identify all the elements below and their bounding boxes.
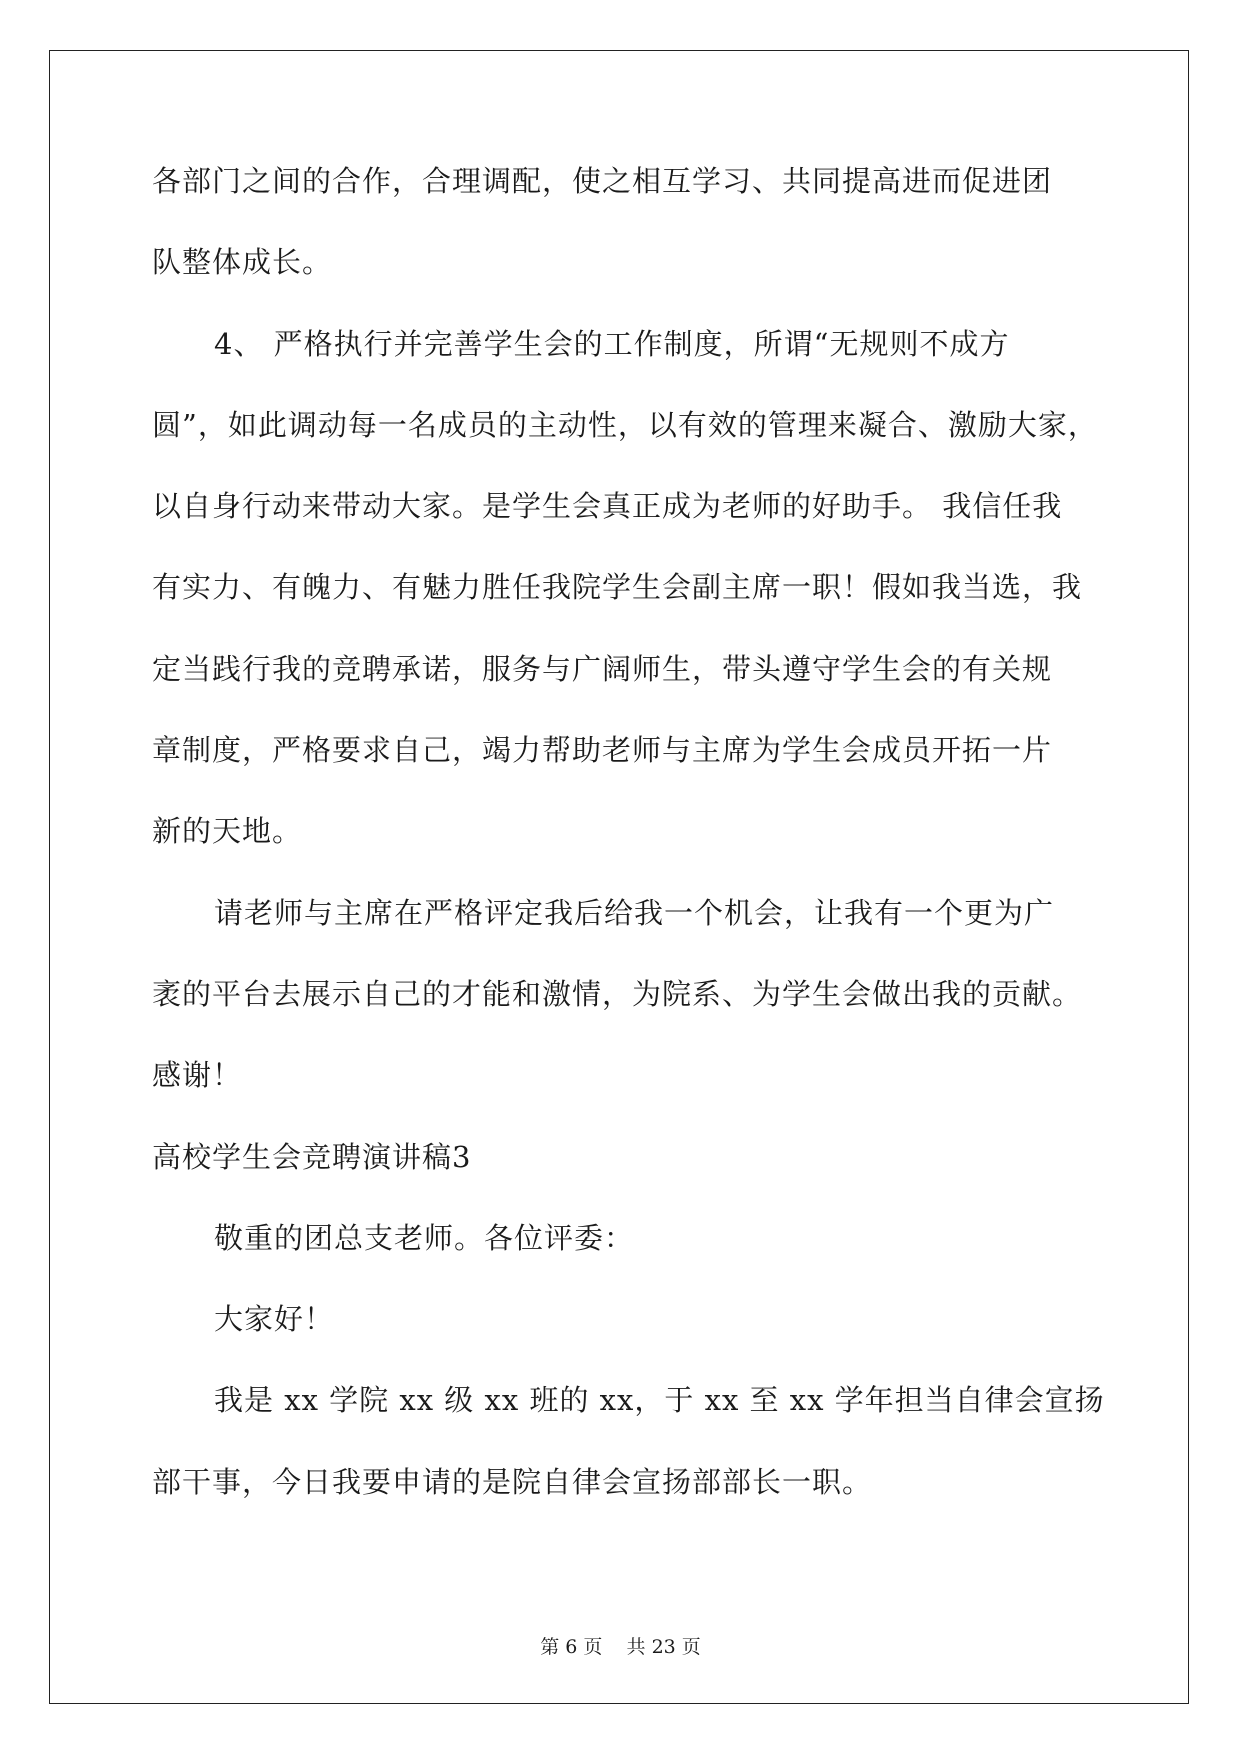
section-heading: 高校学生会竞聘演讲稿3: [152, 1139, 472, 1174]
paragraph-line: 袤的平台去展示自己的才能和激情，为院系、为学生会做出我的贡献。: [152, 976, 1083, 1011]
page-footer: [0, 1632, 1241, 1659]
paragraph-line: 各部门之间的合作，合理调配，使之相互学习、共同提高进而促进团: [152, 164, 1053, 198]
salutation-line: 敬重的团总支老师。各位评委：: [214, 1220, 635, 1255]
document-body: [152, 160, 1105, 1542]
paragraph-line: 4、 严格执行并完善学生会的工作制度，所谓“无规则不成方: [214, 326, 1010, 361]
paragraph-line: 以自身行动来带动大家。是学生会真正成为老师的好助手。 我信任我: [152, 489, 1063, 524]
greeting-line: 大家好！: [214, 1302, 335, 1337]
paragraph-line: 有实力、有魄力、有魅力胜任我院学生会副主席一职！假如我当选，我: [152, 570, 1083, 605]
paragraph-line: 圆”，如此调动每一名成员的主动性，以有效的管理来凝合、激励大家，: [152, 407, 1098, 442]
paragraph-line: 定当践行我的竞聘承诺，服务与广阔师生，带头遵守学生会的有关规: [152, 651, 1053, 686]
paragraph-line: 新的天地。: [152, 814, 303, 849]
paragraph-line: 我是 xx 学院 xx 级 xx 班的 xx，于 xx 至 xx 学年担当自律会宣扬: [214, 1383, 1105, 1418]
page-number: 第 6 页: [540, 1636, 603, 1658]
paragraph-line: 请老师与主席在严格评定我后给我一个机会，让我有一个更为广: [214, 895, 1055, 930]
footer-spacer: [602, 1636, 626, 1658]
paragraph-line: 章制度，严格要求自己，竭力帮助老师与主席为学生会成员开拓一片: [152, 733, 1053, 768]
page-total: 共 23 页: [626, 1636, 701, 1658]
paragraph-line: 队整体成长。: [152, 245, 333, 280]
paragraph-line: 感谢！: [152, 1058, 243, 1093]
paragraph-line: 部干事，今日我要申请的是院自律会宣扬部部长一职。: [152, 1464, 873, 1499]
